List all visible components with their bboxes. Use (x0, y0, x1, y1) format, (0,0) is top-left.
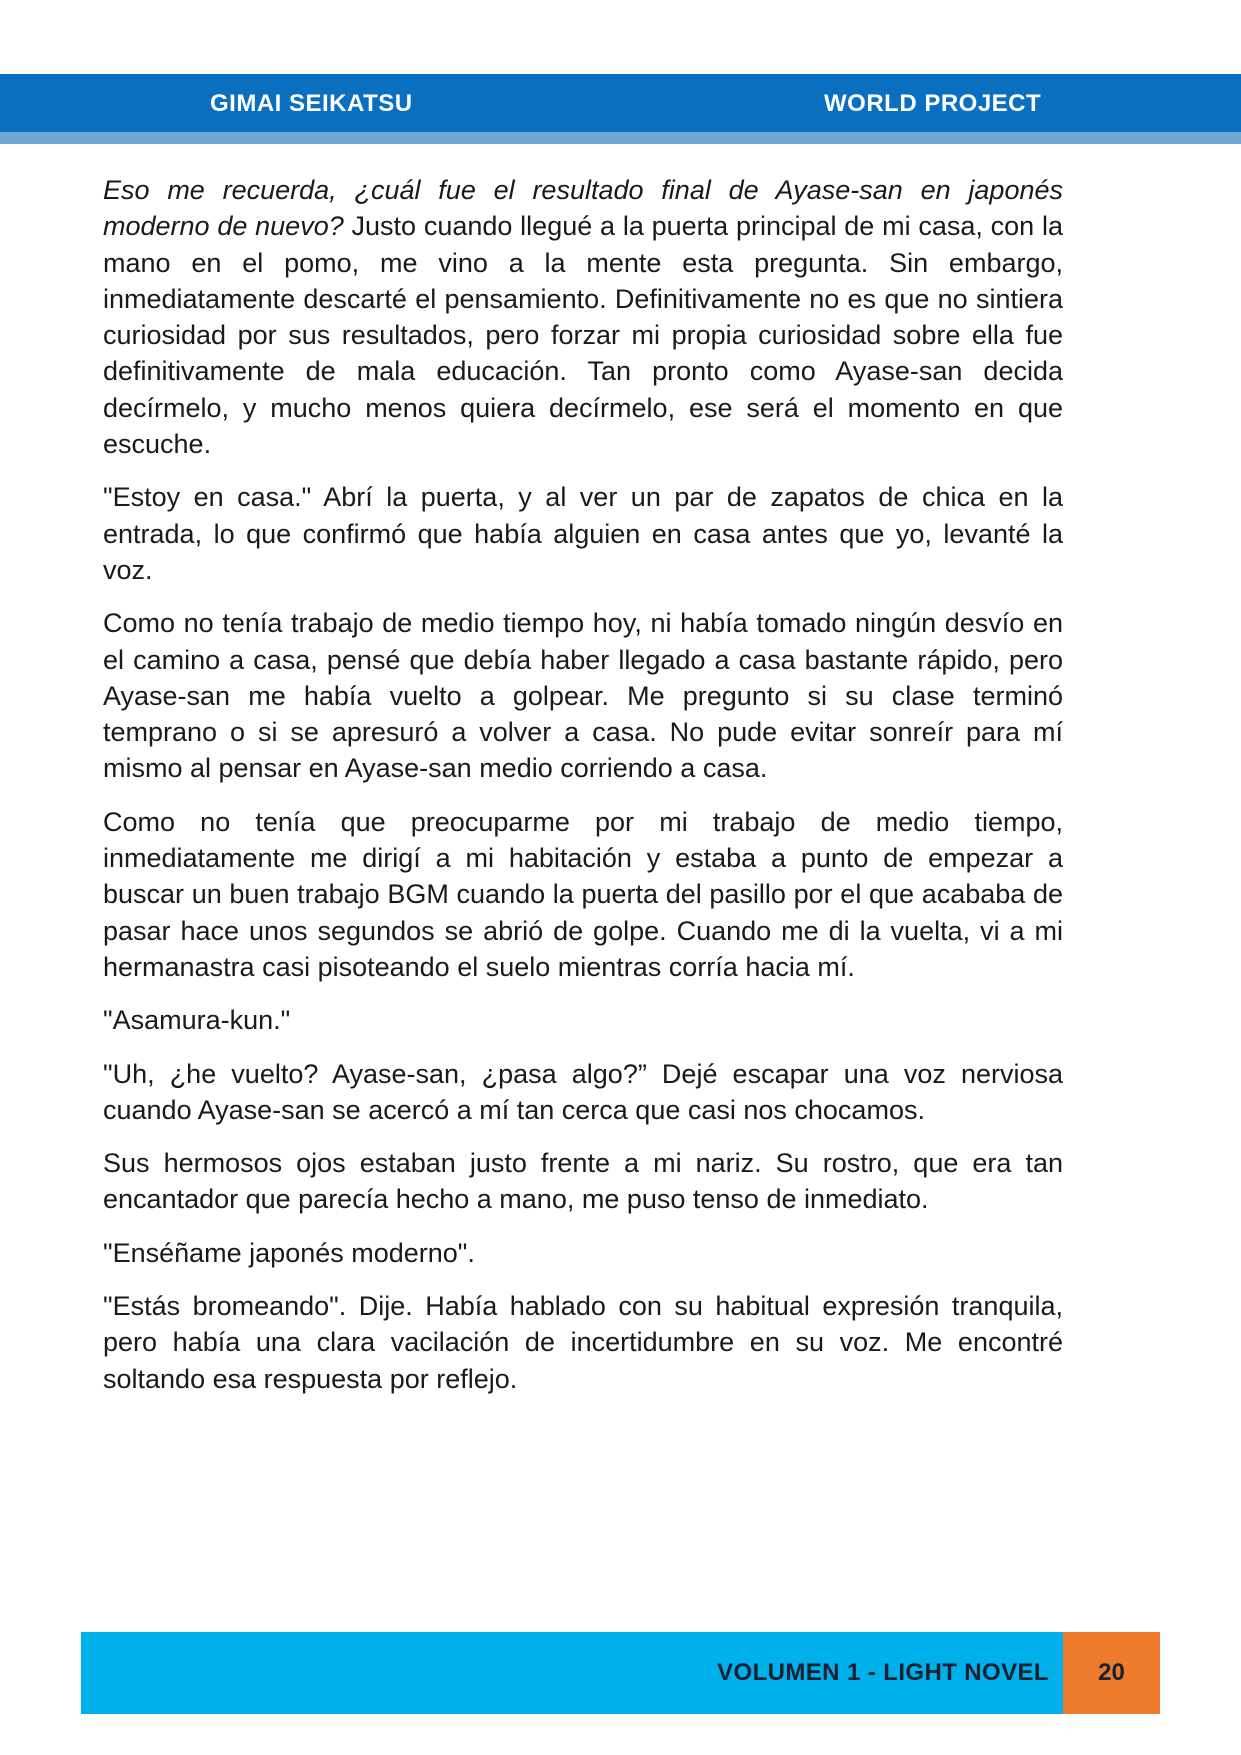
footer-volume-label (81, 1632, 1049, 1714)
paragraph-6: "Uh, ¿he vuelto? Ayase-san, ¿pasa algo?” Dejé escapar una voz nerviosa cuando Ayase-san se acercó a mí tan cerca que casi nos chocamos. (103, 1058, 1063, 1125)
paragraph-4: Como no tenía que preocuparme por mi trabajo de medio tiempo, inmediatamente me dirigí a mi habitación y estaba a punto de empezar a buscar un buen trabajo BGM cuando la puerta del pasillo por el que acababa de pasar hace unos segundos se abrió de golpe. Cuando me di la vuelta, vi a mi hermanastra casi pisoteando el suelo mientras corría hacia mí. (103, 806, 1063, 982)
header-project-title: WORLD PROJECT (824, 90, 1042, 117)
paragraph-3: Como no tenía trabajo de medio tiempo hoy, ni había tomado ningún desvío en el camino a casa, pensé que debía haber llegado a casa bastante rápido, pero Ayase-san me había vuelto a golpear. Me pregunto si su clase terminó temprano o si se apresuró a volver a casa. No pude evitar sonreír para mí mismo al pensar en Ayase-san medio corriendo a casa. (103, 608, 1063, 784)
paragraph-1-text: Justo cuando llegué a la puerta principal de mi casa, con la mano en el pomo, me vino a la mente esta pregunta. Sin embargo, inmediatamente descarté el pensamiento. Definitivamente no es que no sintiera curiosidad por sus resultados, pero forzar mi propia curiosidad sobre ella fue definitivamente de mala educación. Tan pronto como Ayase-san decida decírmelo, y mucho menos quiera decírmelo, ese será el momento en que escuche. (103, 211, 1063, 460)
footer-volume-text: VOLUMEN 1 - LIGHT NOVEL (717, 1659, 1049, 1686)
paragraph-2: "Estoy en casa." Abrí la puerta, y al ver un par de zapatos de chica en la entrada, lo que confirmó que había alguien en casa antes que yo, levanté la voz. (103, 482, 1063, 585)
paragraph-8: "Enséñame japonés moderno". (103, 1237, 475, 1268)
paragraph-1 (103, 172, 1063, 462)
paragraph-9: "Estás bromeando". Dije. Había hablado con su habitual expresión tranquila, pero había una clara vacilación de incertidumbre en su voz. Me encontré soltando esa respuesta por reflejo. (103, 1291, 1063, 1394)
header-bar (0, 74, 1241, 132)
header-bar-shadow (0, 132, 1241, 144)
page-number: 20 (1098, 1659, 1125, 1686)
paragraph-1-italic: Eso me recuerda, ¿cuál fue el resultado final de Ayase-san en japonés moderno de nuevo? (103, 175, 1063, 242)
paragraph-5: "Asamura-kun." (103, 1005, 291, 1036)
paragraph-7: Sus hermosos ojos estaban justo frente a mi nariz. Su rostro, que era tan encantador que parecía hecho a mano, me puso tenso de inmediato. (103, 1148, 1063, 1215)
header-series-title: GIMAI SEIKATSU (210, 90, 413, 117)
page-body (103, 172, 1063, 1414)
